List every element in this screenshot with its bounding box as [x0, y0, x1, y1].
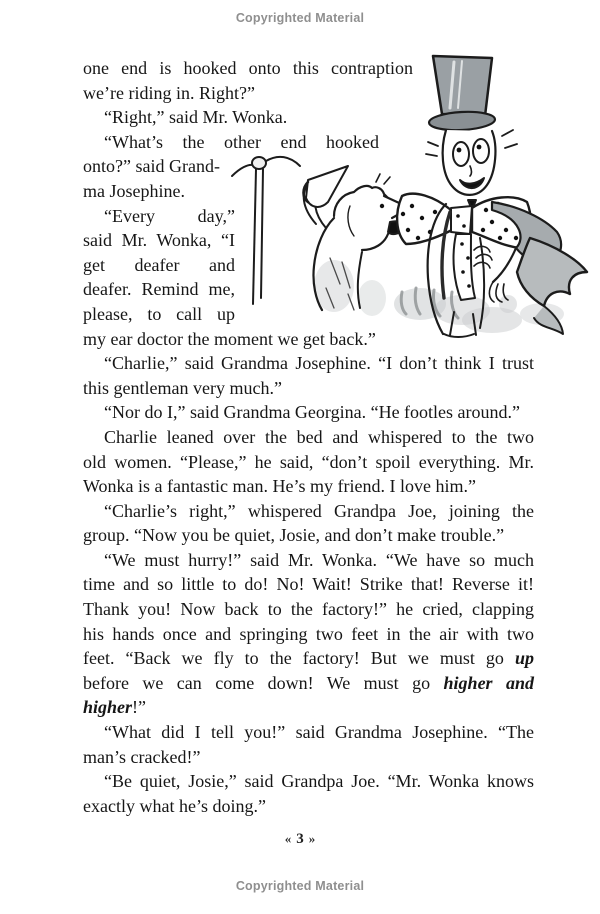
text-segment: “What’s the other end hooked [104, 131, 379, 152]
text-segment: “What did I tell you!” said Grandma Josephine. “The [104, 722, 534, 743]
text-segment: please, to call up [83, 303, 235, 324]
text-segment: my ear doctor the moment we get back.” [83, 328, 376, 349]
text-segment: “Charlie,” said Grandma Josephine. “I don’t think I trust [104, 353, 534, 374]
copyright-notice-top: Copyrighted Material [235, 11, 365, 25]
text-line [83, 671, 534, 696]
text-line [83, 302, 235, 327]
text-line [83, 794, 534, 819]
text-line [83, 204, 235, 229]
text-line [83, 646, 534, 671]
text-segment: said Mr. Wonka, “I [83, 230, 235, 251]
text-line [83, 474, 534, 499]
text-segment: “Charlie’s right,” whispered Grandpa Joe, joining the [104, 500, 534, 521]
text-line [83, 499, 534, 524]
text-line [83, 622, 534, 647]
text-line [83, 400, 534, 425]
text-line [83, 81, 413, 106]
text-line [83, 597, 534, 622]
page-ornament-left: « [284, 831, 292, 846]
text-segment: “Nor do I,” said Grandma Georgina. “He footles around.” [104, 402, 521, 423]
text-line [83, 228, 235, 253]
text-segment: his hands once and springing two feet in the air with two [83, 623, 534, 644]
text-segment: this gentleman very much.” [83, 377, 282, 398]
text-segment: “We must hurry!” said Mr. Wonka. “We have so much [104, 549, 534, 570]
text-line [83, 154, 235, 179]
text-segment: Charlie leaned over the bed and whispered to the two [104, 426, 534, 447]
text-line [83, 253, 235, 278]
copyright-notice-bottom: Copyrighted Material [235, 879, 365, 893]
text-line [83, 523, 534, 548]
text-line [83, 351, 534, 376]
text-segment: time and so little to do! No! Wait! Strike that! Reverse it! [83, 574, 534, 595]
text-line [83, 450, 534, 475]
text-segment: onto?” said Grand- [83, 156, 220, 177]
text-line [83, 277, 235, 302]
emphasized-text: higher and [443, 672, 535, 693]
text-segment: Thank you! Now back to the factory!” he cried, clapping [83, 599, 534, 620]
text-line [83, 745, 534, 770]
text-segment: Wonka is a fantastic man. He’s my friend. I love him.” [83, 476, 476, 497]
text-segment: exactly what he’s doing.” [83, 795, 266, 816]
text-segment: ma Josephine. [83, 180, 185, 201]
page-number-line [0, 831, 600, 848]
text-segment: before we can come down! We must go [83, 672, 444, 693]
text-segment: !” [132, 697, 147, 718]
text-line [83, 179, 235, 204]
emphasized-text: higher [83, 697, 133, 718]
text-segment: old women. “Please,” he said, “don’t spoil everything. Mr. [83, 451, 534, 472]
text-line [83, 720, 534, 745]
text-line [83, 130, 379, 155]
text-line [83, 548, 534, 573]
text-segment: “Be quiet, Josie,” said Grandpa Joe. “Mr. Wonka knows [104, 771, 534, 792]
text-line [83, 769, 534, 794]
text-line [83, 695, 534, 720]
text-segment: “Right,” said Mr. Wonka. [104, 107, 288, 128]
text-line [83, 56, 413, 81]
text-segment: deafer. Remind me, [83, 279, 235, 300]
body-text [83, 56, 534, 818]
text-segment: group. “Now you be quiet, Josie, and don’t make trouble.” [83, 525, 505, 546]
emphasized-text: up [514, 648, 534, 669]
text-line [83, 105, 413, 130]
text-segment: “Every day,” [104, 205, 235, 226]
text-segment: we’re riding in. Right?” [83, 82, 255, 103]
text-segment: man’s cracked!” [83, 746, 201, 767]
text-line [83, 327, 534, 352]
text-line [83, 572, 534, 597]
page-number: 3 [296, 831, 304, 847]
text-line [83, 425, 534, 450]
text-line [83, 376, 534, 401]
text-segment: get deafer and [83, 254, 235, 275]
page-ornament-right: » [308, 831, 316, 846]
text-segment: feet. “Back we fly to the factory! But we must go [83, 648, 515, 669]
text-segment: one end is hooked onto this contraption [83, 58, 413, 78]
